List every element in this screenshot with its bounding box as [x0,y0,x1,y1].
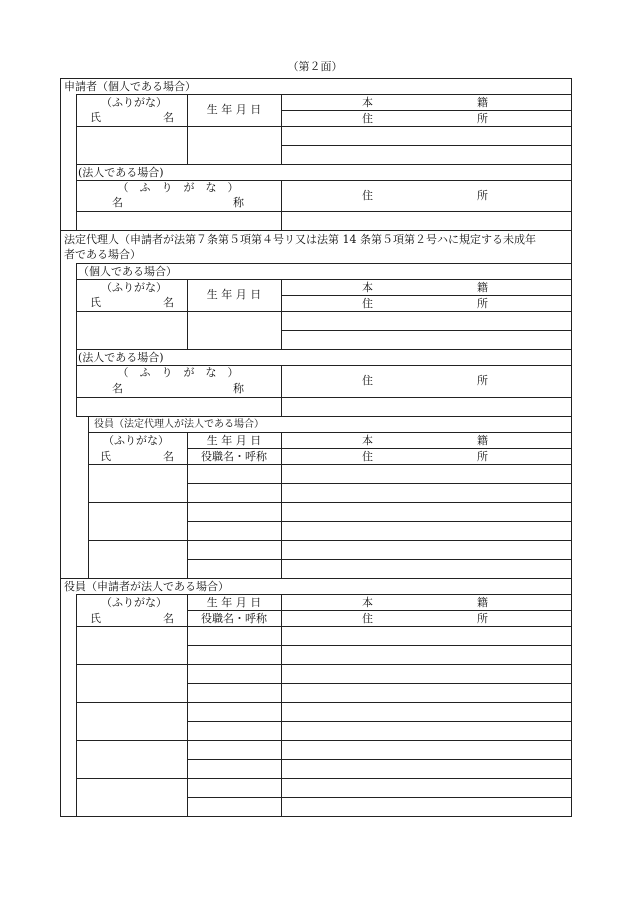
honseki-label: 本 籍 [362,281,488,294]
section-officers-of-rep: 役員（法定代理人が法人である場合） [94,419,264,430]
corporate-name-label: 名 称 [112,382,244,395]
address-label: 住 所 [362,450,488,463]
page-label: （第２面） [287,60,343,73]
birthdate-label: 生 年 月 日 [206,103,262,116]
address-label: 住 所 [362,112,488,125]
furigana-label: （ふりがな） [103,434,169,447]
name-label: 氏 名 [100,450,174,463]
furigana-spaced-label: （ ふ り が な ） [117,366,239,379]
honseki-label: 本 籍 [362,96,488,109]
furigana-label: （ふりがな） [101,281,167,294]
name-label: 氏 名 [90,612,174,625]
furigana-label: （ふりがな） [101,96,167,109]
position-title-label: 役職名・呼称 [201,612,267,625]
honseki-label: 本 籍 [362,434,488,447]
address-label: 住 所 [362,297,488,310]
section-officers-of-applicant: 役員（申請者が法人である場合） [64,580,229,593]
section-applicant-corporation: (法人である場合) [78,166,164,179]
name-label: 氏 名 [90,111,174,124]
section-legal-rep-individual: （個人である場合） [78,265,177,278]
address-label: 住 所 [362,189,488,202]
section-legal-rep-line2: 者である場合） [64,248,141,261]
address-label: 住 所 [362,612,488,625]
birthdate-label: 生 年 月 日 [206,288,262,301]
furigana-spaced-label: （ ふ り が な ） [117,181,239,194]
birthdate-label: 生 年 月 日 [206,434,262,447]
birthdate-label: 生 年 月 日 [206,596,262,609]
section-legal-rep-corporation: (法人である場合) [78,351,164,364]
section-applicant-individual: 申請者（個人である場合） [64,80,196,93]
furigana-label: （ふりがな） [101,596,167,609]
corporate-name-label: 名 称 [112,196,244,209]
name-label: 氏 名 [90,296,174,309]
honseki-label: 本 籍 [362,596,488,609]
position-title-label: 役職名・呼称 [201,450,267,463]
section-legal-rep: 法定代理人（申請者が法第７条第５項第４号リ又は法第 14 条第５項第２号ハに規定する未成年 [64,233,536,246]
address-label: 住 所 [362,374,488,387]
